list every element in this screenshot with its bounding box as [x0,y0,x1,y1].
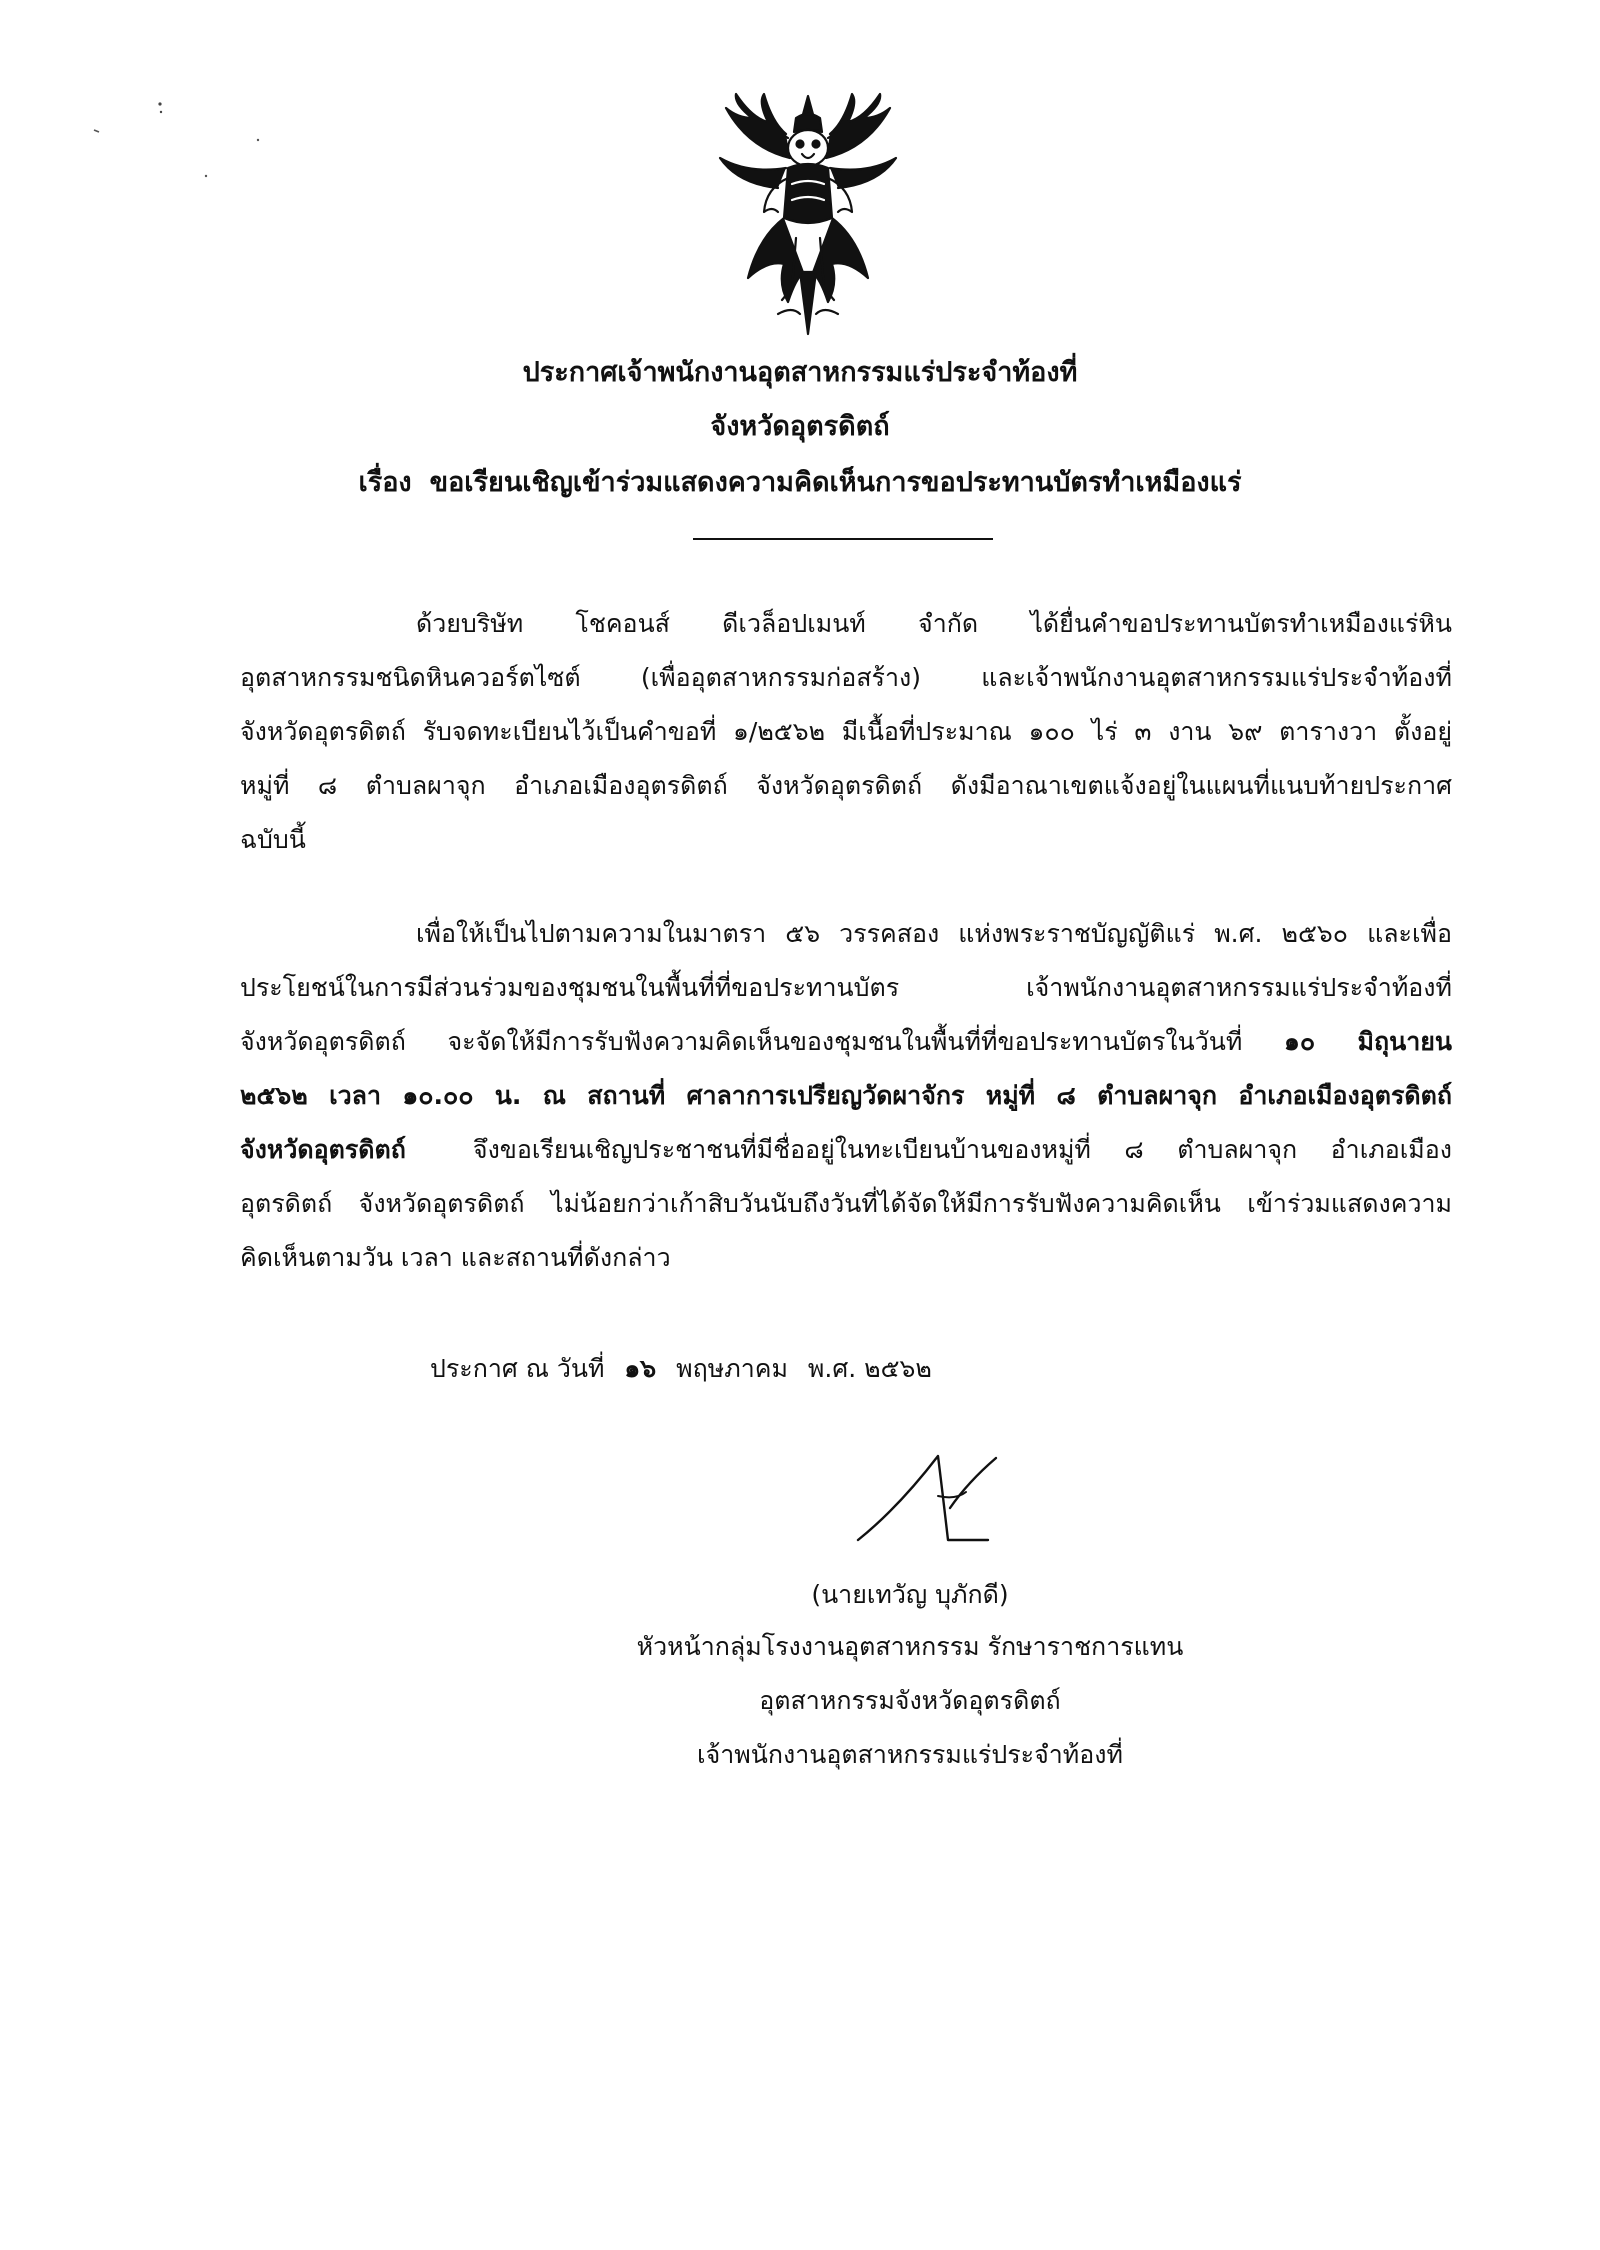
paragraph-1-line: อุตสาหกรรมชนิดหินควอร์ตไซต์ (เพื่ออุตสาหกรรมก่อสร้าง) และเจ้าพนักงานอุตสาหกรรมแร่ประจำท้องที่ [240,663,1452,692]
paragraph-2 [240,907,1452,1285]
handwritten-signature [838,1448,1018,1558]
date-day: ๑๖ [624,1354,657,1383]
garuda-emblem-icon [708,88,908,338]
hearing-province: จังหวัดอุตรดิตถ์ [240,1135,406,1164]
paragraph-2-line [240,1123,1452,1177]
date-year: พ.ศ. ๒๕๖๒ [807,1354,932,1383]
paragraph-1-line: หมู่ที่ ๘ ตำบลผาจุก อำเภอเมืองอุตรดิตถ์ จังหวัดอุตรดิตถ์ ดังมีอาณาเขตแจ้งอยู่ในแผนที่แนบท้ายประกาศ [240,771,1452,800]
announcement-title: ประกาศเจ้าพนักงานอุตสาหกรรมแร่ประจำท้องที่ [522,357,1078,388]
paragraph-1-line: ด้วยบริษัท โชคอนส์ ดีเวล็อปเมนท์ จำกัด ได้ยื่นคำขอประทานบัตรทำเหมืองแร่หิน [416,609,1452,638]
paragraph-2-line [240,1015,1452,1069]
signer-position: อุตสาหกรรมจังหวัดอุตรดิตถ์ [759,1686,1061,1715]
signer-position: หัวหน้ากลุ่มโรงงานอุตสาหกรรม รักษาราชการแทน [636,1632,1184,1661]
paragraph-1-line: ฉบับนี้ [240,825,306,854]
paragraph-2-text: จังหวัดอุตรดิตถ์ จะจัดให้มีการรับฟังความคิดเห็นของชุมชนในพื้นที่ที่ขอประทานบัตรในวันที่ [240,1027,1243,1056]
hearing-time-place: ๒๕๖๒ เวลา ๑๐.๐๐ น. ณ สถานที่ ศาลาการเปรียญวัดผาจักร หมู่ที่ ๘ ตำบลผาจุก อำเภอเมืองอุตรดิตถ์ [240,1081,1452,1110]
province-title: จังหวัดอุตรดิตถ์ [710,411,890,442]
date-month: พฤษภาคม [676,1354,788,1383]
signer-name: (นายเทวัญ บุภักดี) [811,1580,1009,1609]
subject-line [0,462,1600,504]
header-divider [693,538,993,540]
date-prefix: ประกาศ ณ วันที่ [430,1354,605,1383]
paragraph-2-line: เพื่อให้เป็นไปตามความในมาตรา ๕๖ วรรคสอง แห่งพระราชบัญญัติแร่ พ.ศ. ๒๕๖๐ และเพื่อ [416,919,1452,948]
subject-text: ขอเรียนเชิญเข้าร่วมแสดงความคิดเห็นการขอประทานบัตรทำเหมืองแร่ [429,467,1242,498]
hearing-date: ๑๐ มิถุนายน [1283,1027,1452,1056]
paragraph-1 [240,597,1452,867]
subject-label: เรื่อง [358,467,412,498]
paragraph-2-line: อุตรดิตถ์ จังหวัดอุตรดิตถ์ ไม่น้อยกว่าเก้าสิบวันนับถึงวันที่ได้จัดให้มีการรับฟังความคิดเห็น เข้าร่วมแสดงความ [240,1189,1452,1218]
paragraph-2-line: ประโยชน์ในการมีส่วนร่วมของชุมชนในพื้นที่ที่ขอประทานบัตร เจ้าพนักงานอุตสาหกรรมแร่ประจำท้องที่ [240,973,1452,1002]
paragraph-2-text: จึงขอเรียนเชิญประชาชนที่มีชื่ออยู่ในทะเบียนบ้านของหมู่ที่ ๘ ตำบลผาจุก อำเภอเมือง [472,1135,1452,1164]
scan-specks [80,90,280,200]
announcement-date [430,1348,944,1390]
signer-position: เจ้าพนักงานอุตสาหกรรมแร่ประจำท้องที่ [697,1740,1123,1769]
paragraph-2-line: คิดเห็นตามวัน เวลา และสถานที่ดังกล่าว [240,1243,671,1272]
paragraph-1-line: จังหวัดอุตรดิตถ์ รับจดทะเบียนไว้เป็นคำขอที่ ๑/๒๕๖๒ มีเนื้อที่ประมาณ ๑๐๐ ไร่ ๓ งาน ๖๙ ตารางวา ตั้งอยู่ [240,717,1452,746]
